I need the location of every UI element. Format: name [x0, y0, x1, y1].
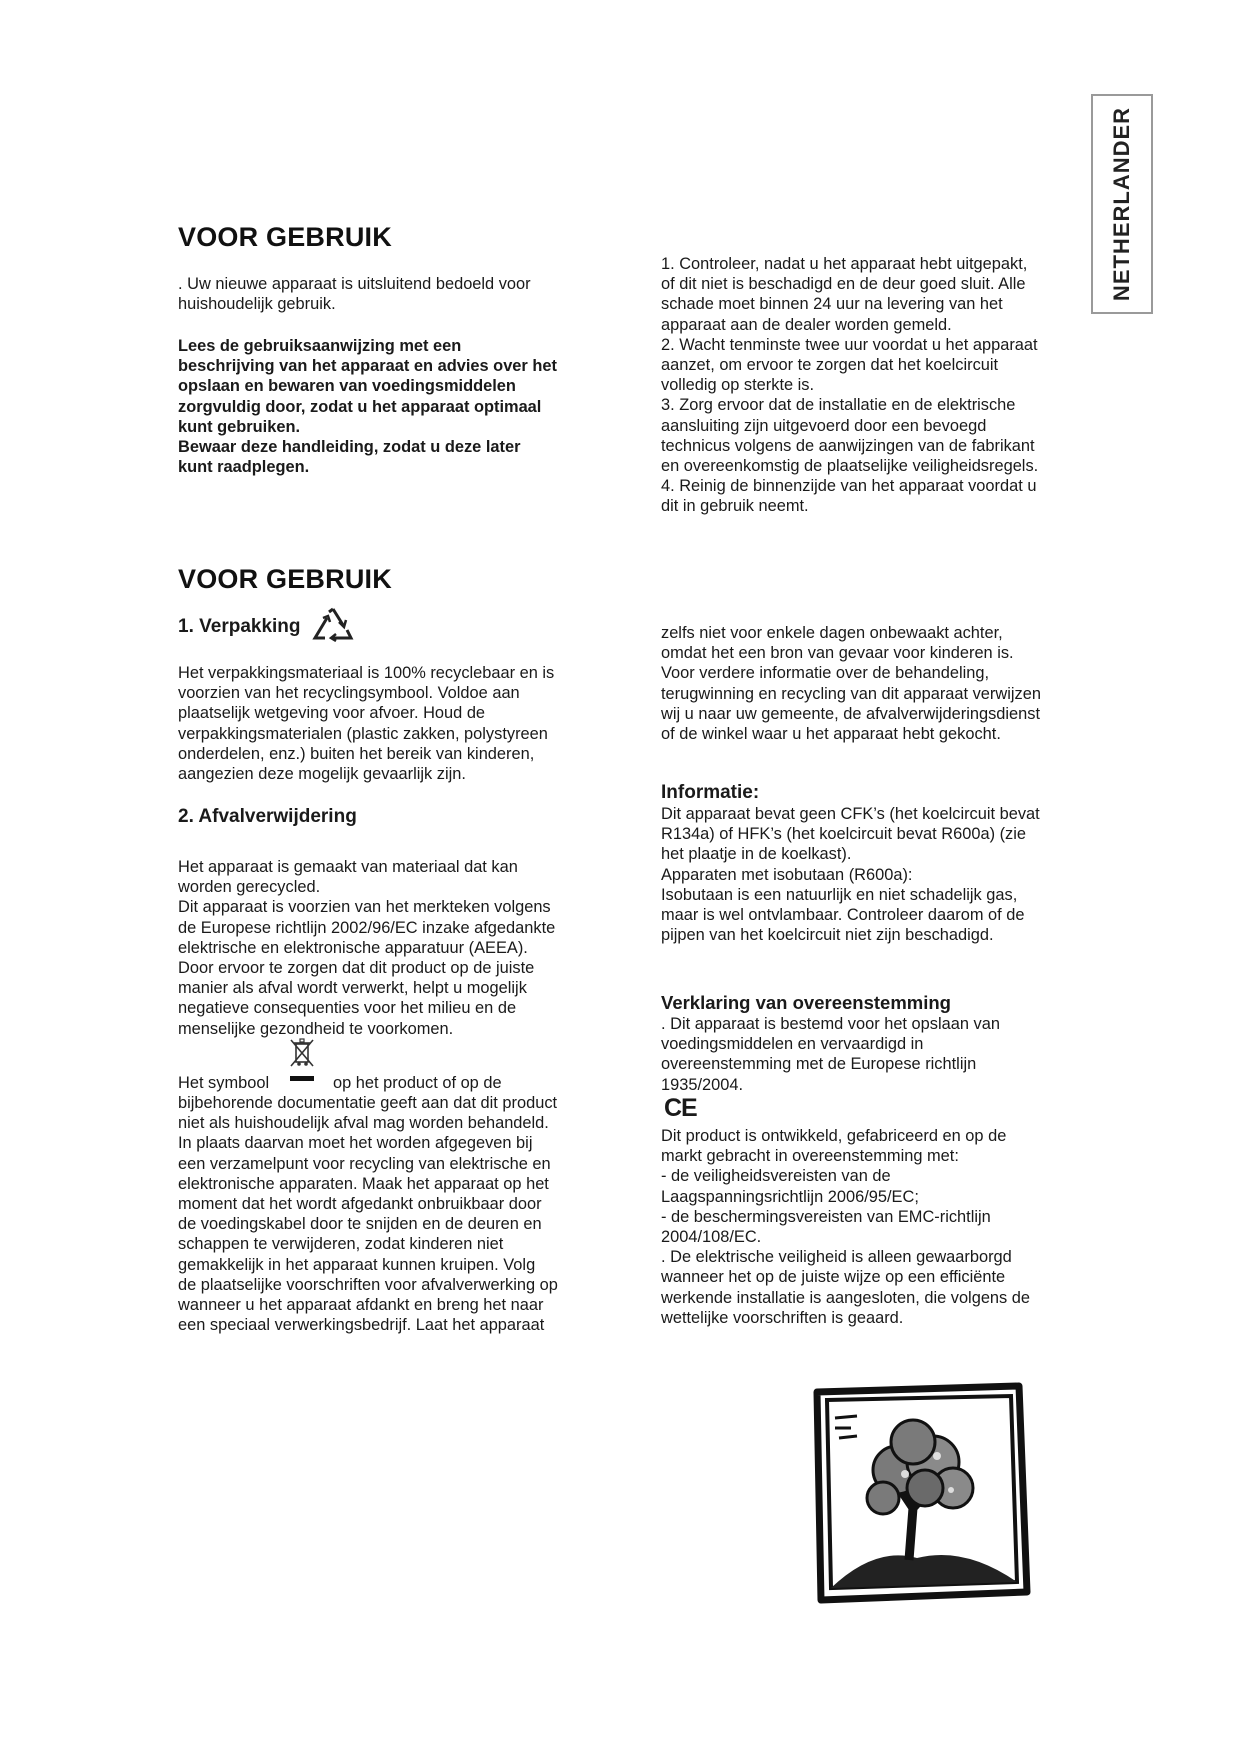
checklist-line: 4. Reinig de binnenzijde van het apparaat voordat u: [661, 477, 1037, 496]
info-line: pijpen van het koelcircuit niet zijn beschadigd.: [661, 926, 994, 945]
info-line: Apparaten met isobutaan (R600a):: [661, 865, 913, 884]
packaging-line: verpakkingsmaterialen (plastic zakken, polystyreen: [178, 724, 548, 743]
packaging-heading: 1. Verpakking: [178, 615, 301, 637]
info-line: Dit apparaat bevat geen CFK’s (het koelcircuit bevat: [661, 805, 1040, 823]
disposal-line: worden gerecycled.: [178, 878, 321, 897]
instruction-line: opslaan en bewaren van voedingsmiddelen: [178, 377, 516, 396]
instruction-line: Lees de gebruiksaanwijzing met een: [178, 337, 462, 355]
section1-checklist: [661, 254, 1101, 517]
compliance-text: [661, 1126, 1101, 1328]
checklist-line: dit in gebruik neemt.: [661, 497, 809, 516]
symbol-line: wanneer u het apparaat afdankt en breng het naar: [178, 1296, 544, 1315]
compliance-line: - de veiligheidsvereisten van de: [661, 1167, 891, 1186]
conformity-line: . Dit apparaat is bestemd voor het opslaan van: [661, 1015, 1000, 1033]
compliance-line: Dit product is ontwikkeld, gefabriceerd en op de: [661, 1127, 1007, 1145]
symbol-line: een verzamelpunt voor recycling van elektrische en: [178, 1154, 551, 1173]
compliance-line: . De elektrische veiligheid is alleen gewaarborgd: [661, 1248, 1012, 1267]
info-line: Isobutaan is een natuurlijk en niet schadelijk gas,: [661, 885, 1018, 904]
instruction-line: beschrijving van het apparaat en advies over het: [178, 357, 557, 376]
checklist-line: 1. Controleer, nadat u het apparaat hebt uitgepakt,: [661, 255, 1028, 273]
compliance-line: wettelijke voorschriften is geaard.: [661, 1308, 904, 1327]
info-text: [661, 804, 1101, 945]
continued-line: of de winkel waar u het apparaat hebt gekocht.: [661, 725, 1001, 744]
disposal-line: Door ervoor te zorgen dat dit product op de juiste: [178, 959, 535, 978]
compliance-line: 2004/108/EC.: [661, 1228, 762, 1247]
disposal-text: [178, 857, 618, 1039]
packaging-text: [178, 663, 618, 784]
checklist-line: apparaat aan de dealer worden gemeld.: [661, 315, 952, 334]
weee-symbol-line: [178, 1036, 618, 1092]
symbol-line: bijbehorende documentatie geeft aan dat dit product: [178, 1094, 558, 1112]
checklist-line: of dit niet is beschadigd en de deur goed sluit. Alle: [661, 275, 1026, 294]
symbol-line: de plaatselijke voorschriften voor afvalverwerking op: [178, 1275, 558, 1294]
info-line: maar is wel ontvlambaar. Controleer daarom of de: [661, 906, 1025, 925]
packaging-line: aangezien deze mogelijk gevaarlijk zijn.: [178, 765, 466, 784]
symbol-line: In plaats daarvan moet het worden afgegeven bij: [178, 1134, 533, 1153]
symbol-line: moment dat het wordt afgedankt onbruikbaar door: [178, 1195, 542, 1214]
disposal-heading: 2. Afvalverwijdering: [178, 806, 357, 827]
packaging-line: onderdelen, enz.) buiten het bereik van kinderen,: [178, 744, 535, 763]
conformity-heading: Verklaring van overeenstemming: [661, 992, 951, 1013]
packaging-line: Het verpakkingsmateriaal is 100% recyclebaar en is: [178, 664, 555, 682]
conformity-line: overeenstemming met de Europese richtlijn: [661, 1055, 977, 1074]
recycle-icon: [311, 606, 355, 647]
weee-bin-icon: [287, 1036, 317, 1091]
compliance-line: wanneer het op de juiste wijze op een efficiënte: [661, 1268, 1006, 1287]
packaging-line: plaatselijk wetgeving voor afvoer. Houd de: [178, 704, 486, 723]
compliance-line: Laagspanningsrichtlijn 2006/95/EC;: [661, 1187, 919, 1206]
symbol-line: een speciaal verwerkingsbedrijf. Laat het apparaat: [178, 1316, 545, 1335]
symbol-line-end: op het product of op de: [333, 1074, 502, 1092]
continued-line: zelfs niet voor enkele dagen onbewaakt achter,: [661, 624, 1003, 642]
symbol-line: gemakkelijk in het apparaat kunnen kruipen. Volg: [178, 1255, 536, 1274]
checklist-line: 3. Zorg ervoor dat de installatie en de elektrische: [661, 396, 1016, 415]
symbol-line: niet als huishoudelijk afval mag worden behandeld.: [178, 1114, 549, 1133]
continued-line: Voor verdere informatie over de behandeling,: [661, 664, 990, 683]
section2-title: VOOR GEBRUIK: [178, 564, 392, 594]
ce-mark-icon: CE: [664, 1094, 697, 1122]
checklist-line: volledig op sterkte is.: [661, 376, 815, 395]
packaging-heading-row: [178, 606, 355, 647]
conformity-line: 1935/2004.: [661, 1075, 744, 1094]
compliance-line: markt gebracht in overeenstemming met:: [661, 1147, 959, 1166]
symbol-line: schappen te verwijderen, zodat kinderen niet: [178, 1235, 504, 1254]
checklist-line: technicus volgens de aanwijzingen van de fabrikant: [661, 436, 1035, 455]
compliance-line: werkende installatie is aangesloten, die volgens de: [661, 1288, 1031, 1307]
conformity-line: voedingsmiddelen en vervaardigd in: [661, 1035, 924, 1054]
section1-intro: . Uw nieuwe apparaat is uitsluitend bedoeld voor huishoudelijk gebruik.: [178, 275, 531, 314]
instruction-line: zorgvuldig door, zodat u het apparaat optimaal: [178, 397, 542, 416]
checklist-line: en overeenkomstig de plaatselijke veiligheidsregels.: [661, 457, 1039, 476]
symbol-text: [178, 1093, 618, 1335]
disposal-line: manier als afval wordt verwerkt, helpt u mogelijk: [178, 979, 527, 998]
symbol-line: de voedingskabel door te snijden en de deuren en: [178, 1215, 542, 1234]
info-heading: Informatie:: [661, 782, 760, 803]
section1-instructions: [178, 336, 618, 477]
disposal-line: menselijke gezondheid te voorkomen.: [178, 1019, 454, 1038]
disposal-line: Dit apparaat is voorzien van het merkteken volgens: [178, 898, 551, 917]
compliance-line: - de beschermingsvereisten van EMC-richtlijn: [661, 1207, 991, 1226]
conformity-text: [661, 1014, 1101, 1095]
tree-logo-icon: [805, 1378, 1035, 1608]
continued-line: omdat het een bron van gevaar voor kinderen is.: [661, 644, 1014, 663]
continued-line: terugwinning en recycling van dit apparaat verwijzen: [661, 684, 1041, 703]
disposal-continued: [661, 623, 1101, 744]
section1-title: VOOR GEBRUIK: [178, 222, 392, 252]
info-line: R134a) of HFK’s (het koelcircuit bevat R600a) (zie: [661, 825, 1027, 844]
disposal-line: negatieve consequenties voor het milieu en de: [178, 999, 517, 1018]
disposal-line: de Europese richtlijn 2002/96/EC inzake afgedankte: [178, 918, 556, 937]
checklist-line: schade moet binnen 24 uur na levering van het: [661, 295, 1003, 314]
language-tab-label: NETHERLANDER: [1109, 106, 1134, 302]
continued-line: wij u naar uw gemeente, de afvalverwijderingsdienst: [661, 704, 1041, 723]
packaging-line: voorzien van het recyclingsymbool. Voldoe aan: [178, 684, 520, 703]
instruction-line: kunt raadplegen.: [178, 458, 310, 477]
instruction-line: Bewaar deze handleiding, zodat u deze later: [178, 438, 521, 457]
checklist-line: 2. Wacht tenminste twee uur voordat u het apparaat: [661, 335, 1038, 354]
checklist-line: aanzet, om ervoor te zorgen dat het koelcircuit: [661, 356, 999, 375]
disposal-line: elektrische en elektronische apparatuur (AEEA).: [178, 938, 528, 957]
disposal-line: Het apparaat is gemaakt van materiaal dat kan: [178, 858, 518, 876]
checklist-line: aansluiting zijn uitgevoerd door een bevoegd: [661, 416, 987, 435]
instruction-line: kunt gebruiken.: [178, 417, 301, 436]
symbol-line-start: Het symbool: [178, 1074, 270, 1092]
info-line: het plaatje in de koelkast).: [661, 845, 852, 864]
symbol-line: elektronische apparaten. Maak het apparaat op het: [178, 1174, 549, 1193]
